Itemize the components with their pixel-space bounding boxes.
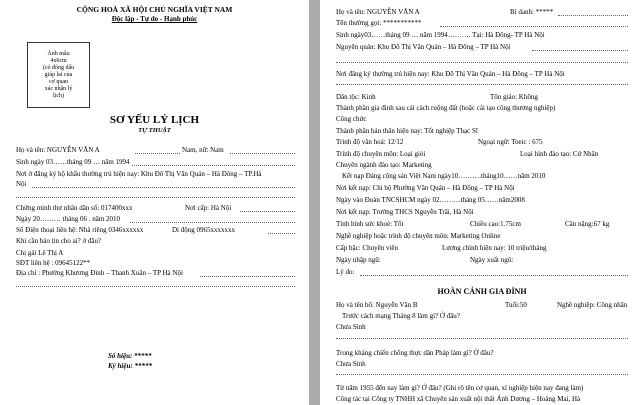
resume-page-2: [320, 0, 644, 405]
doc-code: Số hiệu: *****: [108, 352, 152, 360]
field-phone-home: Số Điện thoại liên hệ: Nhà riêng 0346xxxxxx: [16, 226, 144, 234]
p2-training-type: Loại hình đào tạo: Cử Nhân: [520, 150, 599, 158]
p2-ethnicity: Dân tộc: Kinh: [336, 93, 376, 101]
p2-reason: Lý do:: [336, 268, 355, 276]
p2-youth-place: Nơi kết nạp: Trường THCS Nguyễn Trãi, Hà Nội: [336, 208, 474, 216]
p2-language: Ngoại ngữ: Toeic : 675: [478, 138, 543, 146]
p2-occupation: Nghề nghiệp hoặc trình độ chuyên môn: Marketing Online: [336, 232, 501, 240]
p2-dob: Sinh ngày03……tháng 09 … năm 1994………. Tại: Hà Đông- TP Hà Nội: [336, 31, 545, 39]
field-notify: Khi cần báo tin cho ai? ở đâu?: [16, 237, 102, 245]
father-since-1955: Từ năm 1955 đến nay làm gì? Ở đâu? (Ghi rõ tên cơ quan, xí nghiệp hiện nay đang làm): [336, 384, 584, 392]
field-residence-2: Nội: [16, 180, 27, 188]
p2-religion: Tôn giáo: Không: [490, 93, 538, 101]
field-phone-mobile: Di động 0965xxxxxxx: [172, 226, 235, 234]
page-title: SƠ YẾU LÝ LỊCH: [109, 114, 200, 126]
p2-party-date: Kết nạp Đảng cộng sản Việt Nam ngày10……….tháng10……năm 2010: [342, 172, 546, 180]
p2-name: Họ và tên: NGUYỄN VĂN A: [336, 8, 420, 16]
p2-height: Chiều cao:1.75cm: [470, 220, 521, 228]
field-name: Họ và tên: NGUYỄN VĂN A: [16, 146, 100, 154]
field-id-place: Nơi cấp: Hà Nội: [185, 204, 232, 212]
p2-common-name: Tên thường gọi: ***********: [336, 19, 422, 27]
father-name: Họ và tên bố: Nguyễn Văn B: [336, 301, 418, 309]
father-job: Nghề nghiệp: Công nhân: [557, 301, 628, 309]
field-contact-phone: SĐT liên hệ : 09645122**: [16, 259, 91, 267]
field-residence: Nơi ở đăng ký hộ khẩu thường trú hiện nay: Khu Đô Thị Văn Quán – Hà Đông – TP.Hà: [16, 170, 262, 178]
father-pre-revolution-answer: Chưa Sinh: [336, 323, 366, 331]
father-pre-revolution: Trước cách mạng Tháng 8 làm gì? Ở đâu?: [342, 312, 460, 320]
p2-residence: Nơi đăng ký thường trú hiện nay: Khu Đô Thị Văn Quán – Hà Đông – TP Hà Nội: [336, 70, 565, 78]
p2-rank: Cấp bậc: Chuyên viên: [336, 244, 399, 252]
p2-major: Chuyên ngành đào tạo: Marketing: [336, 161, 432, 169]
father-anti-french-answer: Chưa Sinh: [336, 360, 366, 368]
photo-box: Ảnh mầu 4x6cm (có đóng dấu giáp lai của cơ quan xác nhận lý lịch): [27, 42, 90, 108]
p2-health: Tình hình sức khoẻ: Tốt: [336, 220, 404, 228]
page-subtitle: TỰ THUẬT: [138, 127, 171, 134]
field-contact-address: Địa chỉ : Phường Khương Đình – Thanh Xuân – TP Hà Nội: [16, 269, 183, 277]
p2-personal-class: Thành phần bản thân hiện nay: Tốt nghiệp Thạc Sĩ: [336, 127, 478, 135]
p2-salary: Lương chính hiện nay: 10 triệu/tháng: [442, 244, 547, 252]
section-title-family: HOÀN CẢNH GIA ĐÌNH: [437, 287, 527, 296]
doc-symbol: Ký hiệu: *****: [108, 362, 152, 370]
resume-page-1: [0, 0, 309, 405]
p2-discharge: Ngày xuất ngũ:: [470, 256, 514, 264]
p2-origin: Nguyên quán: Khu Đô Thị Văn Quán – Hà Đông – TP Hà Nội: [336, 43, 511, 51]
field-id-date: Ngày 20……… tháng 06 . năm 2010: [16, 215, 121, 223]
p2-family-class: Thành phần gia đình sau cải cách ruộng đất (hoặc cải tạo công thương nghiệp): [336, 104, 556, 112]
p2-weight: Cân nặng:67 kg: [565, 220, 610, 228]
country-header: CỘNG HOÀ XÃ HỘI CHỦ NGHĨA VIỆT NAM: [76, 5, 233, 14]
field-contact-name: Chị gái Lê Thị A: [16, 249, 64, 257]
p2-youth-date: Ngày vào Đoàn TNCSHCM ngày 02………tháng 05……năm2008: [336, 196, 525, 204]
motto-header: Độc lập - Tự do - Hạnh phúc: [111, 15, 198, 23]
p2-enlist: Ngày nhập ngũ:: [336, 256, 381, 264]
p2-party-place: Nơi kết nạp: Chi bộ Phường Văn Quán – Hà Đông – TP Hà Nội: [336, 184, 515, 192]
father-since-1955-answer: Công tác tại Công ty TNHH xã Chuyên sản xuất nội thất Ánh Dương – Hoàng Mai, Hà: [336, 395, 581, 403]
father-age: Tuổi:50: [505, 301, 527, 309]
field-dob: Sinh ngày 03……tháng 09 … năm 1994: [16, 158, 130, 166]
field-sex: Nam, nữ: Nam: [182, 146, 224, 154]
p2-professional: Trình độ chuyên môn: Loại giỏi: [336, 150, 426, 158]
field-id-number: Chứng minh thư nhân dân số: 017400xxx: [16, 204, 133, 212]
p2-education: Trình độ văn hoá: 12/12: [336, 138, 404, 146]
p2-family-class-value: Công chức: [336, 115, 367, 123]
p2-alias: Bí danh: *****: [510, 8, 554, 16]
father-anti-french: Trong kháng chiến chống thực dân Pháp làm gì? Ở đâu?: [336, 349, 494, 357]
